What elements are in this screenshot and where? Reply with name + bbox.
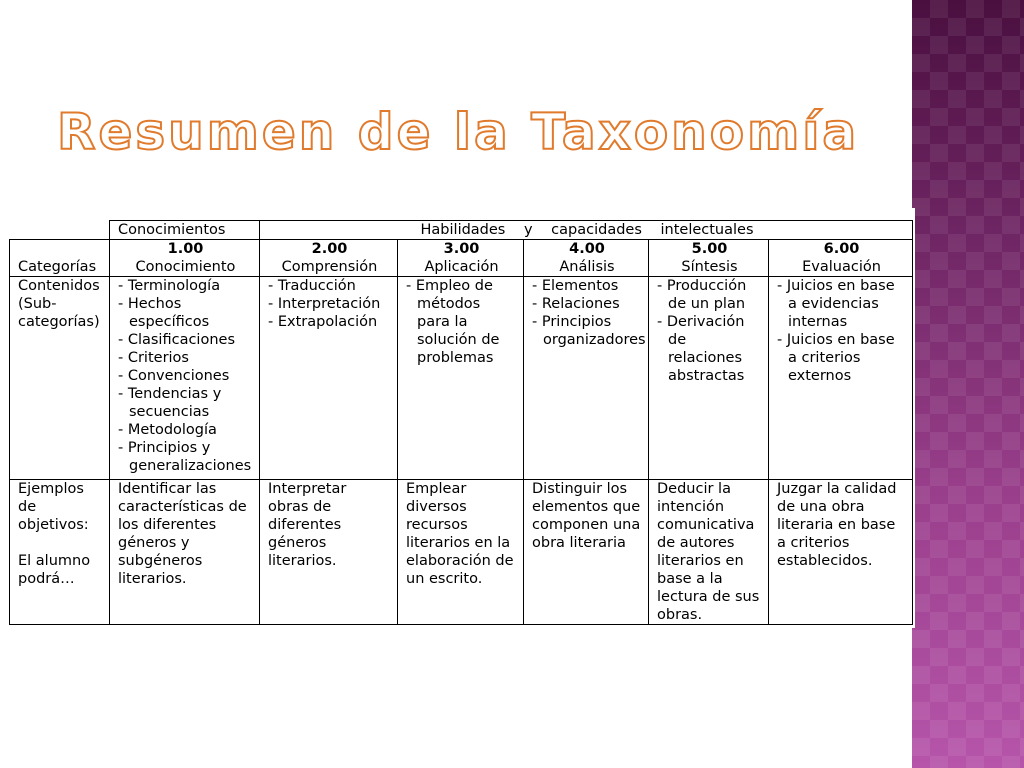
category-name: Evaluación xyxy=(802,259,881,275)
category-cell xyxy=(398,240,524,277)
row-label-ejemplos: Ejemplos de objetivos: El alumno podrá… xyxy=(10,480,110,625)
subcategory-item: - Convenciones xyxy=(118,367,253,385)
category-cell xyxy=(769,240,913,277)
table-row-ejemplos xyxy=(10,480,913,625)
subcategory-list xyxy=(268,277,391,331)
example-cell: Distinguir los elementos que componen una obra literaria xyxy=(524,480,649,625)
subcategory-cell xyxy=(769,277,913,480)
subcategory-item: - Derivación de relaciones abstractas xyxy=(657,313,762,385)
category-code: 3.00 xyxy=(443,241,480,257)
category-cell xyxy=(649,240,769,277)
subcategory-item: - Criterios xyxy=(118,349,253,367)
subcategory-cell xyxy=(524,277,649,480)
header-habilidades: Habilidades y capacidades intelectuales xyxy=(260,221,913,240)
category-name: Análisis xyxy=(559,259,615,275)
subcategory-list xyxy=(532,277,646,349)
subcategory-item: - Terminología xyxy=(118,277,253,295)
header-conocimientos: Conocimientos xyxy=(110,221,260,240)
category-cell xyxy=(110,240,260,277)
subcategory-list xyxy=(657,277,762,385)
subcategory-item: - Metodología xyxy=(118,421,253,439)
category-cell xyxy=(524,240,649,277)
category-cell xyxy=(260,240,398,277)
category-code: 2.00 xyxy=(311,241,348,257)
subcategory-item: - Principios organizadores xyxy=(532,313,642,349)
subcategory-item: - Interpretación xyxy=(268,295,391,313)
subcategory-item: - Traducción xyxy=(268,277,391,295)
example-cell: Emplear diversos recursos literarios en la elaboración de un escrito. xyxy=(398,480,524,625)
category-name: Conocimiento xyxy=(135,259,236,275)
example-cell: Deducir la intención comunicativa de autores literarios en base a la lectura de sus obras. xyxy=(649,480,769,625)
category-code: 1.00 xyxy=(167,241,204,257)
subcategory-item: - Juicios en base a evidencias internas xyxy=(777,277,906,331)
subcategory-item: - Relaciones xyxy=(532,295,642,313)
table-row-header-top xyxy=(10,221,913,240)
example-cell: Interpretar obras de diferentes géneros literarios. xyxy=(260,480,398,625)
row-label-categorias: Categorías xyxy=(10,240,110,277)
subcategory-item: - Juicios en base a criterios externos xyxy=(777,331,906,385)
taxonomy-table-image xyxy=(9,208,915,628)
empty-corner-cell xyxy=(10,221,110,240)
category-name: Comprensión xyxy=(281,259,378,275)
subcategory-list xyxy=(406,277,517,367)
subcategory-cell xyxy=(260,277,398,480)
row-label-contenidos: Contenidos (Sub-categorías) xyxy=(10,277,110,480)
subcategory-item: - Principios y generalizaciones xyxy=(118,439,253,475)
decorative-sidebar xyxy=(912,0,1024,768)
subcategory-item: - Tendencias y secuencias xyxy=(118,385,253,421)
subcategory-item: - Extrapolación xyxy=(268,313,391,331)
table-row-categorias xyxy=(10,240,913,277)
example-cell: Juzgar la calidad de una obra literaria en base a criterios establecidos. xyxy=(769,480,913,625)
subcategory-item: - Clasificaciones xyxy=(118,331,253,349)
subcategory-cell xyxy=(649,277,769,480)
category-code: 5.00 xyxy=(691,241,728,257)
example-cell: Identificar las características de los diferentes géneros y subgéneros literarios. xyxy=(110,480,260,625)
subcategory-item: - Hechos específicos xyxy=(118,295,253,331)
subcategory-cell xyxy=(398,277,524,480)
taxonomy-table xyxy=(9,220,913,625)
subcategory-item: - Empleo de métodos para la solución de problemas xyxy=(406,277,517,367)
subcategory-item: - Producción de un plan xyxy=(657,277,762,313)
category-code: 6.00 xyxy=(823,241,860,257)
category-name: Aplicación xyxy=(424,259,499,275)
table-row-contenidos xyxy=(10,277,913,480)
subcategory-list xyxy=(777,277,906,385)
subcategory-item: - Elementos xyxy=(532,277,642,295)
subcategory-cell xyxy=(110,277,260,480)
slide-title: Resumen de la Taxonomía xyxy=(57,103,860,161)
category-name: Síntesis xyxy=(681,259,738,275)
category-code: 4.00 xyxy=(569,241,605,257)
subcategory-list xyxy=(118,277,253,475)
